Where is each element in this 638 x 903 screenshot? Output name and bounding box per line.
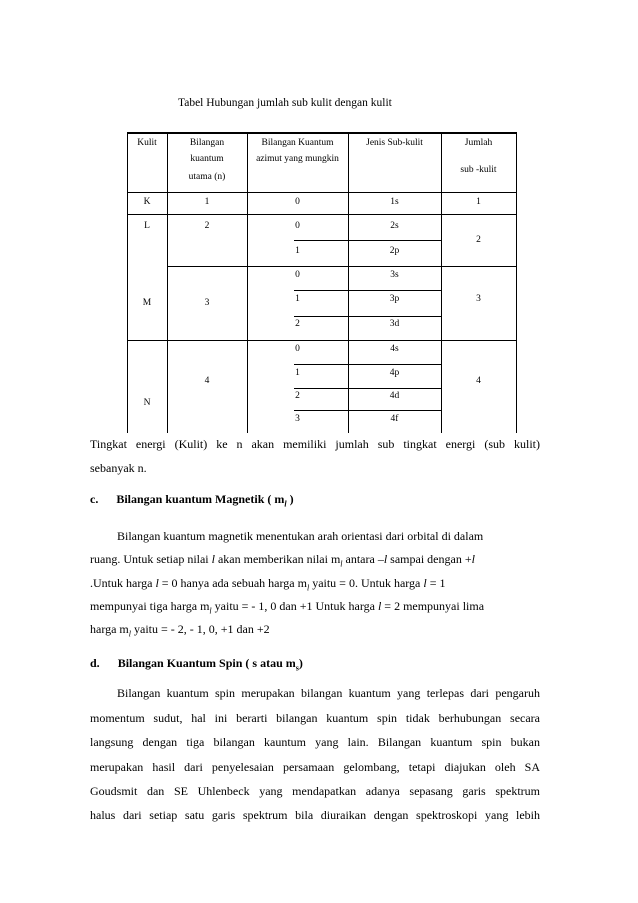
table-subrow-rule [294, 316, 441, 317]
table-subrow-rule [294, 410, 441, 411]
paragraph-line: Bilangan kuantum magnetik menentukan arah orientasi dari orbital di dalam [117, 529, 484, 543]
l-cell: 3 [295, 414, 300, 424]
text-run: yaitu = - 1, 0 dan +1 Untuk harga [211, 599, 378, 613]
text-run: .Untuk harga [90, 576, 156, 590]
text-run: = 2 mempunyai lima [381, 599, 485, 613]
table-row-rule-m [127, 340, 517, 341]
text-run: sampai dengan + [387, 552, 472, 566]
kulit-cell: M [142, 298, 152, 308]
kulit-cell: K [143, 197, 151, 207]
l-cell: 0 [295, 197, 300, 207]
text-run: = 0 hanya ada sebuah harga m [158, 576, 307, 590]
l-cell: 2 [295, 319, 300, 329]
header-kulit: Kulit [137, 138, 157, 148]
header-azimut-2: azimut yang mungkin [256, 154, 339, 164]
italic-l: l [155, 576, 159, 590]
text-run: yaitu = - 2, - 1, 0, +1 dan +2 [131, 622, 270, 636]
l-cell: 2 [295, 391, 300, 401]
kulit-cell: N [143, 398, 151, 408]
paragraph-line [90, 617, 270, 646]
italic-l: l [383, 552, 388, 566]
paragraph-line: Bilangan kuantum spin merupakan bilangan kuantum yang terlepas dari pengaruh [117, 686, 540, 700]
paragraph-line: momentum sudut, hal ini berarti bilangan kuantum spin tidak berhubungan secara [90, 711, 540, 725]
header-bilangan-utama-1: Bilangan [189, 138, 225, 148]
l-cell: 0 [295, 344, 300, 354]
italic-l: l [423, 576, 427, 590]
text-run: harga m [90, 622, 129, 636]
header-azimut-1: Bilangan Kuantum [261, 138, 334, 148]
subshell-cell: 3d [389, 319, 400, 329]
header-jumlah-1: Jumlah [464, 138, 493, 148]
italic-l: l [211, 552, 215, 566]
l-cell: 1 [295, 368, 300, 378]
header-jenis-subkulit: Jenis Sub-kulit [366, 138, 423, 148]
text-run: akan memberikan nilai m [214, 552, 341, 566]
subshell-cell: 3s [390, 270, 399, 280]
table-subrow-rule [294, 388, 441, 389]
subshell-cell: 4d [389, 391, 400, 401]
section-c-close: ) [286, 492, 294, 506]
text-run: antara – [342, 552, 384, 566]
paragraph-line: langsung dengan tiga bilangan kauntum yang lain. Bilangan kuantum spin bukan [90, 735, 540, 749]
table-col-rule [247, 132, 248, 433]
paragraph-line: sebanyak n. [90, 461, 147, 475]
n-cell: 4 [204, 376, 210, 386]
section-c-label: c. [90, 492, 99, 506]
text-run: mempunyai tiga harga m [90, 599, 210, 613]
l-cell: 0 [295, 270, 300, 280]
italic-l: l [377, 599, 382, 613]
l-cell: 1 [295, 294, 300, 304]
subshell-cell: 3p [389, 294, 400, 304]
subscript-l: l [128, 629, 131, 639]
paragraph-line: halus dari setiap satu garis spektrum bila diuraikan dengan spektroskopi yang lebih [90, 808, 540, 822]
text-run: = 1 [426, 576, 446, 590]
table-col-rule [441, 132, 442, 433]
section-d-subscript: s [295, 663, 299, 673]
subshell-cell: 4p [389, 368, 400, 378]
section-c-heading [90, 487, 294, 516]
paragraph-line: Goudsmit dan SE Uhlenbeck yang mendapatkan adanya sepasang garis spektrum [90, 784, 540, 798]
section-c-subscript: l [284, 499, 287, 509]
kulit-cell: L [144, 221, 150, 231]
table-right-border [516, 132, 517, 433]
table-title: Tabel Hubungan jumlah sub kulit dengan kulit [178, 97, 392, 109]
paragraph-line: Tingkat energi (Kulit) ke n akan memiliki jumlah sub tingkat energi (sub kulit) [90, 437, 540, 451]
count-cell: 1 [476, 197, 481, 207]
n-cell: 3 [204, 298, 210, 308]
header-bilangan-utama-2: kuantum [190, 154, 224, 164]
l-cell: 1 [295, 246, 300, 256]
italic-l: l [471, 552, 475, 566]
section-d-heading [90, 651, 303, 680]
n-cell: 2 [204, 221, 210, 231]
paragraph-line: merupakan hasil dari penyelesaian persamaan gelombang, tetapi diajukan oleh SA [90, 760, 540, 774]
subshell-cell: 1s [390, 197, 399, 207]
subshell-cell: 2p [389, 246, 400, 256]
section-d-label: d. [90, 656, 100, 670]
text-run: ruang. Untuk setiap nilai [90, 552, 212, 566]
section-d-close: ) [298, 656, 303, 670]
shell-subshell-table [127, 132, 517, 433]
subscript-l: l [209, 606, 212, 616]
table-row-rule-l [167, 266, 517, 267]
subshell-cell: 2s [390, 221, 399, 231]
table-top-border [127, 132, 517, 134]
table-subrow-rule [294, 364, 441, 365]
table-subrow-rule [294, 290, 441, 291]
header-jumlah-2: sub -kulit [460, 165, 497, 175]
table-col-rule [348, 132, 349, 433]
table-header-rule [127, 192, 517, 193]
table-subrow-rule [294, 240, 441, 241]
count-cell: 4 [476, 376, 481, 386]
header-bilangan-utama-3: utama (n) [188, 172, 226, 182]
subscript-l: l [340, 559, 343, 569]
count-cell: 2 [476, 235, 481, 245]
text-run: yaitu = 0. Untuk harga [309, 576, 424, 590]
subshell-cell: 4s [390, 344, 399, 354]
section-c-title: Bilangan kuantum Magnetik ( m [116, 492, 285, 506]
n-cell: 1 [204, 197, 210, 207]
section-d-title: Bilangan Kuantum Spin ( s atau m [117, 656, 296, 670]
subscript-l: l [306, 583, 310, 593]
subshell-cell: 4f [390, 414, 399, 424]
table-row-rule-k [127, 214, 517, 215]
count-cell: 3 [476, 294, 481, 304]
table-left-border [127, 132, 128, 433]
l-cell: 0 [295, 221, 300, 231]
